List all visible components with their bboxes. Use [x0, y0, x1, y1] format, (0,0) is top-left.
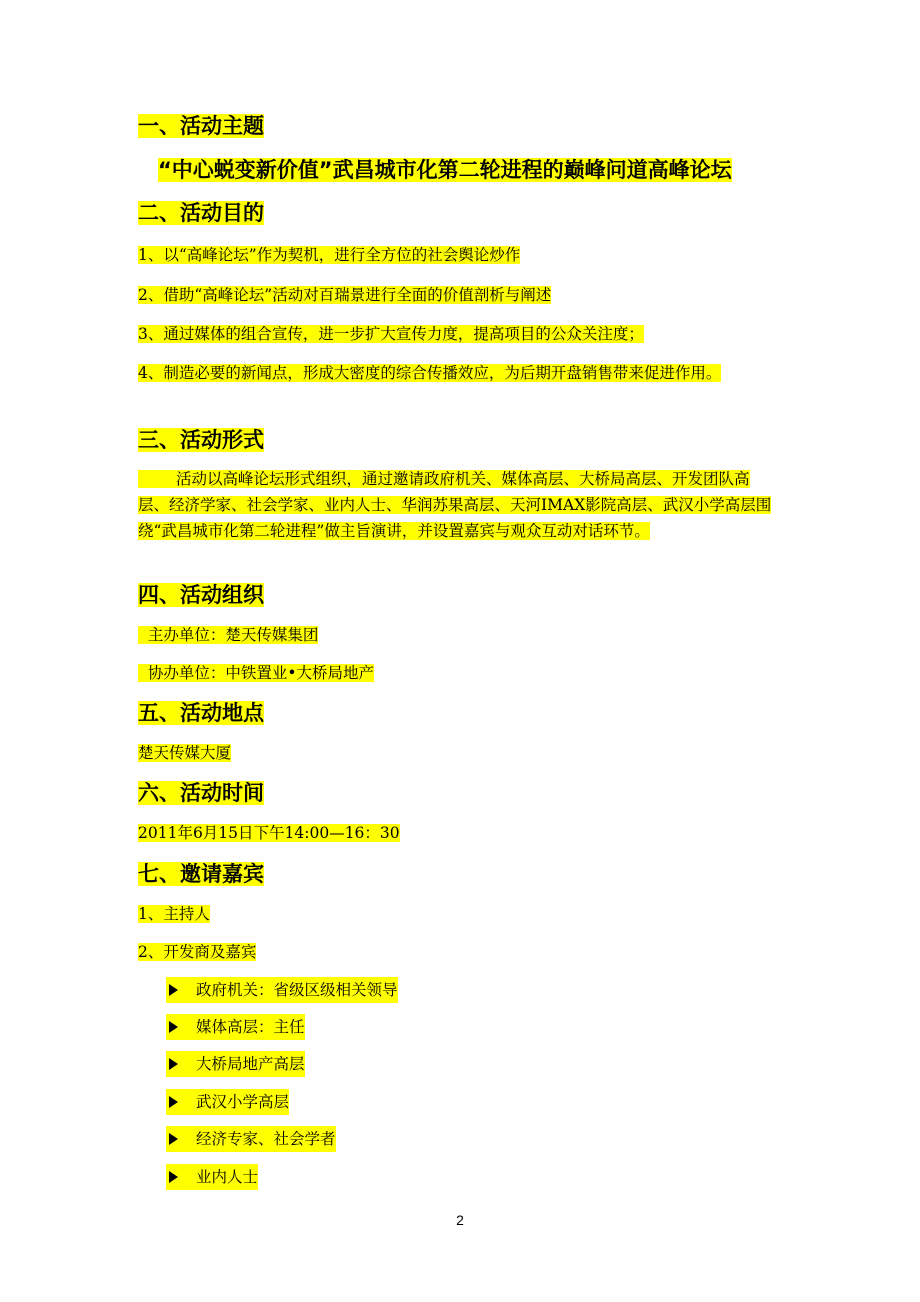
section-heading-theme: 一、活动主题 — [138, 114, 264, 138]
section-heading-time: 六、活动时间 — [138, 781, 264, 805]
theme-title: “中心蜕变新价值”武昌城市化第二轮进程的巅峰问道高峰论坛 — [158, 158, 732, 182]
guest-bullet: 经济专家、社会学者 — [166, 1126, 336, 1152]
guest-bullet: 媒体高层：主任 — [166, 1014, 305, 1040]
guest-bullet: 武汉小学高层 — [166, 1089, 289, 1115]
guest-item-host: 1、主持人 — [138, 905, 210, 923]
guest-bullet: 业内人士 — [166, 1164, 258, 1190]
format-paragraph: 活动以高峰论坛形式组织，通过邀请政府机关、媒体高层、大桥局高层、开发团队高层、经济学家、社会学家、业内人士、华润苏果高层、天河IMAX影院高层、武汉小学高层围绕“武昌城市化第二轮进程”做主旨演讲，并设置嘉宾与观众互动对话环节。 — [138, 470, 772, 540]
guest-item-developer: 2、开发商及嘉宾 — [138, 943, 257, 961]
purpose-item: 4、制造必要的新闻点，形成大密度的综合传播效应，为后期开盘销售带来促进作用。 — [138, 364, 722, 382]
section-heading-organization: 四、活动组织 — [138, 583, 264, 607]
venue: 楚天传媒大厦 — [138, 744, 232, 762]
section-heading-guests: 七、邀请嘉宾 — [138, 862, 264, 886]
guest-bullet: 政府机关：省级区级相关领导 — [166, 977, 398, 1003]
section-heading-venue: 五、活动地点 — [138, 701, 264, 725]
page-number: 2 — [456, 1212, 464, 1228]
arrow-bullet-icon — [169, 1096, 178, 1108]
arrow-bullet-icon — [169, 1021, 178, 1033]
guest-bullet: 大桥局地产高层 — [166, 1051, 305, 1077]
purpose-item: 3、通过媒体的组合宣传，进一步扩大宣传力度，提高项目的公众关注度； — [138, 325, 644, 343]
arrow-bullet-icon — [169, 1171, 178, 1183]
co-organizer: 协办单位：中铁置业•大桥局地产 — [138, 660, 374, 686]
event-time: 2011年6月15日下午14:00—16：30 — [138, 824, 400, 842]
arrow-bullet-icon — [169, 1133, 178, 1145]
section-heading-purpose: 二、活动目的 — [138, 201, 264, 225]
purpose-item: 1、以“高峰论坛”作为契机，进行全方位的社会舆论炒作 — [138, 246, 521, 264]
section-heading-format: 三、活动形式 — [138, 428, 264, 452]
arrow-bullet-icon — [169, 984, 178, 996]
host-organizer: 主办单位：楚天传媒集团 — [138, 622, 318, 648]
arrow-bullet-icon — [169, 1058, 178, 1070]
purpose-item: 2、借助“高峰论坛”活动对百瑞景进行全面的价值剖析与阐述 — [138, 286, 552, 304]
